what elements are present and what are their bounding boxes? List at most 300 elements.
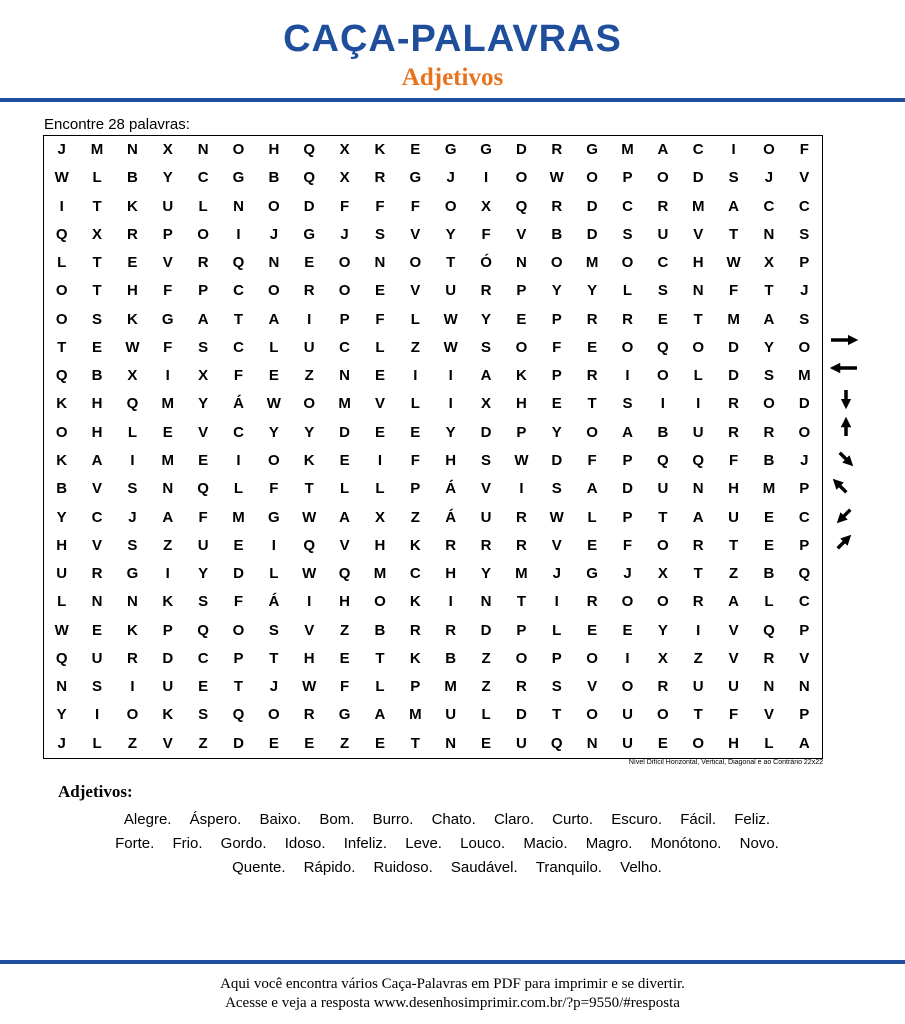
- grid-letter: Y: [198, 565, 209, 583]
- grid-letter: Z: [304, 367, 314, 385]
- grid-letter: I: [731, 141, 736, 158]
- grid-letter: L: [375, 678, 385, 696]
- grid-letter: T: [728, 536, 739, 554]
- grid-letter: I: [625, 367, 630, 385]
- grid-letter: E: [162, 423, 173, 441]
- grid-letter: E: [374, 423, 385, 441]
- grid-letter: W: [266, 395, 281, 413]
- footer: [0, 975, 905, 1013]
- word-item: Curto.: [552, 811, 594, 828]
- grid-letter: I: [165, 367, 170, 385]
- grid-letter: A: [339, 508, 350, 526]
- direction-arrows: [826, 328, 866, 558]
- grid-letter: M: [691, 197, 705, 215]
- grid-letter: F: [728, 706, 739, 724]
- grid-letter: D: [622, 480, 633, 498]
- grid-letter: R: [480, 536, 492, 554]
- grid-letter: I: [448, 395, 453, 413]
- grid-letter: Á: [445, 508, 457, 526]
- grid-letter: I: [625, 649, 630, 667]
- grid-letter: I: [519, 480, 524, 498]
- grid-letter: E: [587, 338, 598, 356]
- grid-letter: Z: [481, 678, 491, 696]
- word-item: Baixo.: [259, 811, 302, 828]
- grid-letter: P: [622, 169, 633, 187]
- grid-letter: P: [622, 452, 633, 469]
- grid-letter: Z: [339, 621, 350, 639]
- grid-letter: G: [409, 169, 422, 187]
- grid-letter: F: [799, 141, 809, 158]
- grid-letter: D: [162, 649, 174, 667]
- grid-letter: Á: [233, 395, 244, 413]
- grid-letter: N: [162, 480, 174, 498]
- grid-letter: O: [232, 621, 245, 639]
- grid-letter: J: [128, 508, 137, 526]
- grid-letter: Y: [56, 706, 67, 724]
- grid-letter: F: [410, 452, 420, 469]
- grid-letter: W: [443, 338, 458, 356]
- grid-letter: V: [374, 395, 385, 413]
- grid-letter: H: [56, 536, 68, 554]
- grid-letter: K: [409, 593, 421, 611]
- grid-letter: O: [374, 593, 386, 611]
- grid-letter: A: [798, 734, 810, 752]
- grid-letter: Z: [127, 734, 137, 752]
- grid-letter: D: [515, 706, 527, 724]
- grid-letter: D: [233, 734, 244, 752]
- grid-letter: B: [56, 480, 68, 498]
- grid-letter: C: [692, 141, 704, 158]
- grid-letter: T: [57, 338, 67, 356]
- grid-letter: D: [480, 621, 492, 639]
- grid-letter: H: [91, 395, 103, 413]
- grid-letter: I: [165, 565, 170, 583]
- grid-letter: D: [515, 141, 527, 158]
- grid-letter: T: [658, 508, 668, 526]
- grid-letter: S: [763, 367, 774, 385]
- grid-letter: U: [657, 480, 669, 498]
- grid-letter: T: [233, 310, 244, 328]
- grid-letter: J: [57, 734, 66, 752]
- word-item: Louco.: [460, 835, 506, 852]
- grid-letter: R: [480, 282, 492, 300]
- grid-letter: Q: [55, 225, 68, 243]
- grid-letter: V: [587, 678, 598, 696]
- grid-letter: O: [232, 141, 245, 158]
- grid-letter: E: [233, 536, 244, 554]
- grid-letter: E: [410, 423, 421, 441]
- grid-letter: C: [339, 338, 350, 356]
- grid-letter: T: [587, 395, 597, 413]
- grid-letter: E: [374, 367, 385, 385]
- grid-letter: V: [763, 706, 774, 724]
- grid-letter: S: [799, 225, 810, 243]
- grid-letter: R: [586, 367, 598, 385]
- grid-letter: R: [763, 423, 775, 441]
- word-item: Tranquilo.: [535, 859, 602, 876]
- grid-letter: R: [515, 508, 527, 526]
- grid-letter: V: [481, 480, 492, 498]
- grid-letter: F: [198, 508, 208, 526]
- grid-letter: M: [444, 678, 457, 696]
- grid-letter: H: [91, 423, 103, 441]
- grid-letter: E: [763, 536, 774, 554]
- grid-letter: O: [515, 649, 528, 667]
- grid-letter: E: [657, 734, 668, 752]
- arrow-down-left-icon: [841, 510, 851, 520]
- grid-letter: S: [374, 225, 385, 243]
- grid-letter: L: [552, 621, 562, 639]
- grid-letter: V: [799, 169, 810, 187]
- grid-letter: W: [302, 678, 317, 696]
- grid-letter: J: [340, 225, 349, 243]
- grid-letter: I: [130, 678, 135, 696]
- word-item: Velho.: [620, 859, 662, 876]
- grid-letter: C: [798, 593, 810, 611]
- word-item: Gordo.: [220, 835, 267, 852]
- grid-letter: E: [481, 734, 492, 752]
- grid-letter: L: [693, 367, 703, 385]
- arrow-down-right-icon: [840, 453, 850, 463]
- grid-letter: B: [551, 225, 563, 243]
- grid-letter: L: [375, 338, 385, 356]
- grid-letter: E: [304, 734, 315, 752]
- grid-letter: G: [303, 225, 316, 243]
- grid-letter: L: [764, 593, 774, 611]
- grid-letter: U: [162, 678, 174, 696]
- grid-letter: T: [410, 734, 420, 752]
- grid-letter: I: [94, 706, 100, 724]
- grid-letter: O: [798, 423, 811, 441]
- grid-letter: A: [728, 197, 739, 215]
- grid-letter: O: [515, 169, 528, 187]
- grid-letter: O: [798, 338, 811, 356]
- grid-letter: Q: [303, 141, 316, 158]
- grid-letter: D: [303, 197, 315, 215]
- level-note: Nível Difícil Horizontal, Vertical, Diagonal e ao Contrário 22x22: [628, 759, 823, 766]
- grid-letter: W: [54, 169, 69, 187]
- grid-letter: P: [516, 621, 527, 639]
- grid-letter: R: [91, 565, 103, 583]
- grid-letter: E: [410, 141, 421, 158]
- grid-letter: O: [657, 593, 669, 611]
- grid-letter: B: [126, 169, 138, 187]
- grid-letter: Y: [551, 282, 562, 300]
- grid-letter: T: [92, 254, 102, 272]
- grid-letter: H: [268, 141, 280, 158]
- grid-letter: O: [621, 338, 634, 356]
- grid-letter: F: [728, 452, 739, 469]
- grid-letter: T: [375, 649, 385, 667]
- grid-letter: X: [339, 169, 350, 187]
- grid-letter: N: [515, 254, 527, 272]
- grid-letter: X: [162, 141, 173, 158]
- word-item: Fácil.: [680, 811, 717, 828]
- grid-letter: O: [268, 282, 280, 300]
- grid-letter: E: [198, 452, 209, 469]
- grid-letter: E: [92, 621, 103, 639]
- grid-letter: P: [410, 480, 421, 498]
- grid-letter: L: [269, 338, 279, 356]
- grid-letter: Z: [339, 734, 350, 752]
- grid-letter: N: [445, 734, 457, 752]
- grid-letter: V: [516, 225, 527, 243]
- word-item: Rápido.: [303, 859, 356, 876]
- grid-letter: L: [57, 593, 67, 611]
- grid-letter: O: [692, 338, 705, 356]
- grid-letter: C: [622, 197, 633, 215]
- grid-letter: J: [764, 169, 774, 187]
- grid-letter: S: [728, 169, 739, 187]
- grid-letter: L: [57, 254, 67, 272]
- grid-letter: X: [657, 565, 668, 583]
- grid-letter: D: [339, 423, 350, 441]
- grid-letter: R: [728, 395, 739, 413]
- grid-letter: A: [763, 310, 775, 328]
- grid-letter: Q: [798, 565, 811, 583]
- grid-letter: S: [198, 593, 209, 611]
- grid-letter: N: [91, 593, 103, 611]
- grid-letter: S: [127, 536, 138, 554]
- grid-letter: N: [233, 197, 244, 215]
- grid-letter: X: [481, 395, 492, 413]
- grid-letter: Z: [410, 338, 420, 356]
- grid-letter: Y: [198, 395, 209, 413]
- grid-letter: R: [126, 225, 138, 243]
- grid-letter: Á: [445, 480, 457, 498]
- grid-letter: U: [515, 734, 527, 752]
- word-item: Frio.: [172, 835, 203, 852]
- grid-letter: O: [338, 254, 351, 272]
- grid-letter: Q: [197, 480, 209, 498]
- word-item: Idoso.: [284, 835, 326, 852]
- grid-letter: P: [622, 508, 633, 526]
- grid-letter: R: [692, 536, 704, 554]
- grid-letter: O: [444, 197, 457, 215]
- word-item: Claro.: [493, 811, 534, 828]
- grid-letter: E: [374, 282, 385, 300]
- arrow-up-left-icon: [837, 483, 847, 493]
- grid-letter: R: [515, 536, 527, 554]
- grid-letter: Y: [763, 338, 774, 356]
- grid-letter: R: [374, 169, 386, 187]
- grid-letter: D: [692, 169, 704, 187]
- grid-letter: O: [409, 254, 422, 272]
- grid-letter: N: [268, 254, 280, 272]
- grid-letter: Y: [481, 310, 492, 328]
- grid-letter: N: [197, 141, 209, 158]
- grid-letter: Y: [268, 423, 279, 441]
- grid-letter: P: [339, 310, 350, 328]
- grid-letter: E: [127, 254, 138, 272]
- grid-letter: T: [764, 282, 774, 300]
- grid-letter: I: [236, 452, 241, 469]
- grid-letter: R: [657, 197, 669, 215]
- top-divider: [0, 98, 905, 102]
- grid-letter: B: [763, 452, 775, 469]
- grid-letter: Y: [551, 423, 562, 441]
- grid-letter: U: [56, 565, 68, 583]
- grid-letter: E: [268, 734, 279, 752]
- grid-letter: A: [728, 593, 739, 611]
- word-item: Alegre.: [123, 811, 172, 828]
- grid-letter: C: [657, 254, 669, 272]
- grid-letter: Q: [515, 197, 528, 215]
- grid-letter: M: [161, 452, 175, 469]
- grid-letter: R: [197, 254, 209, 272]
- grid-letter: L: [198, 197, 208, 215]
- instruction-text: Encontre 28 palavras:: [44, 116, 190, 133]
- grid-letter: W: [125, 338, 140, 356]
- grid-letter: S: [481, 338, 492, 356]
- grid-letter: W: [302, 565, 317, 583]
- word-search-grid: [43, 135, 823, 759]
- grid-letter: A: [91, 452, 103, 469]
- grid-letter: F: [163, 282, 173, 300]
- grid-letter: O: [515, 338, 528, 356]
- grid-letter: R: [657, 678, 669, 696]
- grid-letter: V: [799, 649, 810, 667]
- word-item: Magro.: [585, 835, 633, 852]
- grid-letter: L: [410, 310, 420, 328]
- word-item: Chato.: [431, 811, 476, 828]
- grid-letter: E: [622, 621, 633, 639]
- grid-letter: O: [268, 706, 280, 724]
- grid-letter: T: [516, 593, 526, 611]
- grid-letter: I: [483, 169, 489, 187]
- grid-letter: X: [763, 254, 774, 272]
- grid-letter: F: [410, 197, 420, 215]
- grid-letter: X: [481, 197, 492, 215]
- word-item: Quente.: [232, 859, 286, 876]
- grid-letter: N: [56, 678, 68, 696]
- grid-letter: R: [622, 310, 633, 328]
- grid-letter: Ó: [480, 254, 492, 272]
- grid-letter: E: [587, 621, 598, 639]
- grid-letter: F: [622, 536, 633, 554]
- grid-letter: F: [728, 282, 739, 300]
- grid-letter: M: [409, 706, 422, 724]
- grid-letter: U: [622, 706, 633, 724]
- grid-letter: F: [375, 197, 385, 215]
- grid-letter: E: [304, 254, 315, 272]
- word-item: Feliz.: [734, 811, 771, 828]
- word-item: Áspero.: [189, 811, 242, 828]
- grid-letter: H: [728, 480, 739, 498]
- grid-letter: Z: [693, 649, 703, 667]
- grid-letter: H: [728, 734, 739, 752]
- grid-letter: O: [126, 706, 139, 724]
- grid-letter: O: [550, 254, 563, 272]
- grid-letter: O: [763, 395, 775, 413]
- grid-letter: N: [374, 254, 386, 272]
- grid-letter: F: [587, 452, 597, 469]
- grid-letter: I: [377, 452, 383, 469]
- grid-letter: I: [448, 367, 453, 385]
- grid-letter: E: [268, 367, 279, 385]
- grid-letter: Y: [657, 621, 668, 639]
- grid-letter: V: [198, 423, 209, 441]
- grid-letter: X: [127, 367, 138, 385]
- grid-letter: P: [410, 678, 421, 696]
- grid-letter: L: [481, 706, 491, 724]
- grid-letter: H: [445, 565, 457, 583]
- grid-letter: M: [798, 367, 811, 385]
- grid-letter: O: [55, 423, 68, 441]
- grid-letter: M: [621, 141, 634, 158]
- grid-letter: R: [303, 706, 315, 724]
- grid-letter: F: [552, 338, 562, 356]
- grid-letter: V: [551, 536, 562, 554]
- grid-letter: S: [622, 395, 633, 413]
- grid-letter: D: [233, 565, 244, 583]
- grid-letter: S: [622, 225, 633, 243]
- grid-letter: Y: [481, 565, 492, 583]
- grid-letter: Q: [657, 452, 669, 469]
- grid-letter: N: [480, 593, 492, 611]
- grid-letter: Q: [692, 452, 705, 469]
- grid-letter: L: [410, 395, 420, 413]
- grid-letter: O: [621, 254, 634, 272]
- grid-letter: N: [586, 734, 598, 752]
- word-item: Saudável.: [450, 859, 518, 876]
- grid-letter: M: [515, 565, 528, 583]
- grid-letter: P: [799, 706, 810, 724]
- arrow-up-right-icon: [838, 539, 848, 549]
- grid-letter: O: [763, 141, 775, 158]
- grid-letter: K: [409, 649, 421, 667]
- grid-letter: U: [622, 734, 633, 752]
- grid-letter: G: [444, 141, 457, 158]
- grid-letter: B: [374, 621, 386, 639]
- grid-letter: U: [728, 508, 739, 526]
- grid-letter: C: [798, 197, 810, 215]
- grid-letter: L: [339, 480, 350, 498]
- grid-letter: G: [232, 169, 245, 187]
- grid-letter: M: [373, 565, 387, 583]
- grid-letter: Z: [728, 565, 739, 583]
- grid-letter: N: [798, 678, 810, 696]
- grid-letter: G: [126, 565, 139, 583]
- grid-letter: N: [763, 678, 775, 696]
- grid-letter: P: [799, 480, 810, 498]
- grid-letter: R: [586, 593, 598, 611]
- grid-letter: E: [374, 734, 385, 752]
- grid-letter: L: [587, 508, 597, 526]
- grid-letter: O: [303, 395, 316, 413]
- grid-letter: M: [585, 254, 599, 272]
- grid-letter: W: [54, 621, 69, 639]
- grid-letter: S: [481, 452, 492, 469]
- grid-letter: R: [445, 621, 457, 639]
- grid-letter: S: [92, 310, 103, 328]
- grid-letter: A: [197, 310, 209, 328]
- grid-letter: D: [551, 452, 563, 469]
- grid-letter: L: [375, 480, 385, 498]
- grid-letter: C: [197, 649, 209, 667]
- grid-letter: S: [127, 480, 138, 498]
- grid-letter: E: [657, 310, 668, 328]
- grid-letter: D: [798, 395, 810, 413]
- grid-letter: I: [271, 536, 276, 554]
- grid-letter: O: [55, 282, 68, 300]
- grid-letter: E: [92, 338, 103, 356]
- grid-letter: N: [692, 282, 704, 300]
- grid-letter: L: [92, 169, 102, 187]
- grid-letter: N: [763, 225, 775, 243]
- grid-letter: O: [586, 423, 598, 441]
- grid-letter: Y: [162, 169, 173, 187]
